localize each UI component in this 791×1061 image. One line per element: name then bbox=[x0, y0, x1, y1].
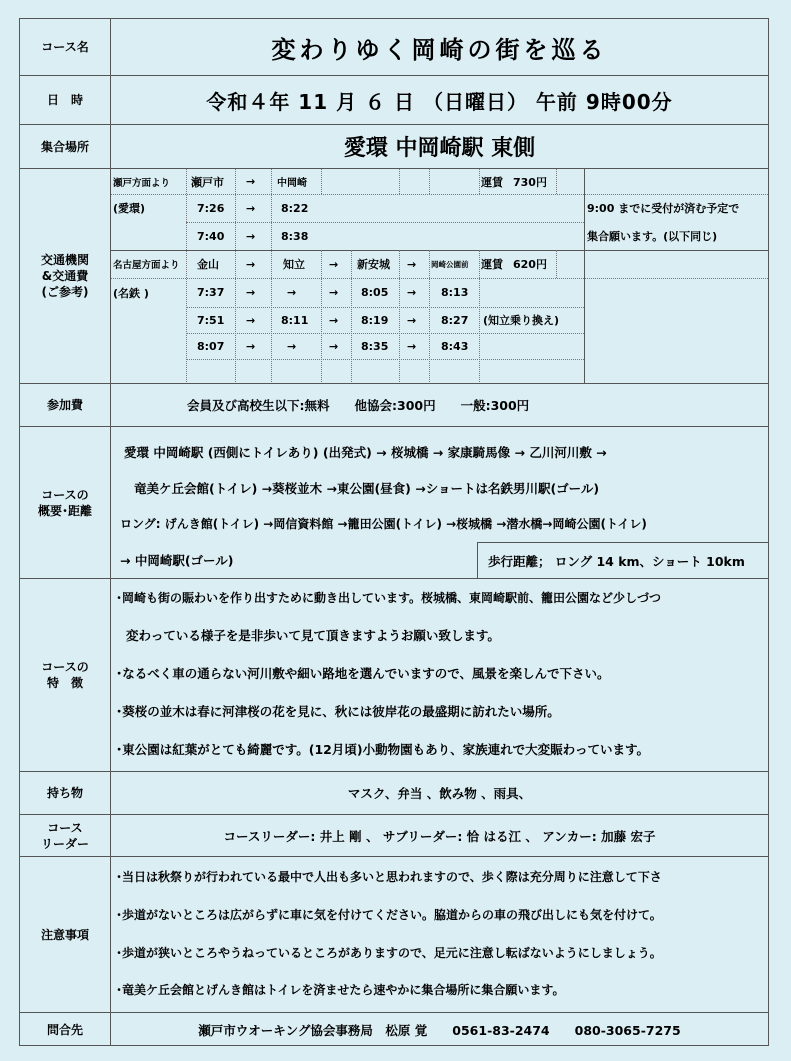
nagoya-time: 7:37 bbox=[197, 286, 225, 299]
nagoya-time: → bbox=[329, 339, 339, 353]
datetime-value: 令和４年 11 月 ６ 日 （日曜日） 午前 9時00分 bbox=[206, 89, 673, 114]
belongings-label: 持ち物 bbox=[20, 772, 111, 814]
belongings-row bbox=[20, 771, 768, 814]
leaders-label: コース リーダー bbox=[20, 815, 111, 856]
note-line: ･歩道がないところは広がらずに車に気を付けてください。脇道からの車の飛び出しにも気を付けて。 bbox=[116, 908, 662, 922]
feature-line: 変わっている様子を是非歩いて見て頂きますようお願い致します。 bbox=[126, 628, 500, 643]
nagoya-time: → bbox=[407, 313, 417, 327]
datetime-label: 日 時 bbox=[20, 76, 111, 124]
nagoya-time: → bbox=[246, 313, 256, 327]
reception-note-1: 9:00 までに受付が済む予定で bbox=[587, 202, 740, 215]
seto-time-2-arrow: → bbox=[246, 229, 256, 243]
station-nakaokazaki: 中岡崎 bbox=[277, 178, 307, 189]
nagoya-from-label: 名古屋方面より bbox=[113, 260, 180, 271]
seto-time-2-arr: 8:38 bbox=[281, 229, 309, 243]
nagoya-time: 8:11 bbox=[281, 313, 309, 327]
nagoya-time: → bbox=[246, 339, 256, 353]
overview-line: → 中岡崎駅(ゴール) bbox=[120, 553, 234, 568]
nagoya-fare-label: 運賃 bbox=[481, 258, 503, 271]
fee-value: 会員及び高校生以下:無料 他協会:300円 一般:300円 bbox=[187, 398, 530, 413]
note-line: ･当日は秋祭りが行われている最中で人出も多いと思われますので、歩く際は充分周りに注意して下さ bbox=[116, 870, 662, 884]
transport-label: 交通機関 &交通費 (ご参考) bbox=[20, 169, 111, 383]
seto-fare: 730円 bbox=[513, 175, 547, 189]
contact-value: 瀬戸市ウオーキング協会事務局 松原 覚 0561-83-2474 080-3065-7275 bbox=[198, 1022, 681, 1038]
transfer-note: (知立乗り換え) bbox=[483, 314, 560, 327]
nagoya-time: 8:43 bbox=[441, 339, 469, 353]
fee-label: 参加費 bbox=[20, 384, 111, 426]
contact-label: 問合先 bbox=[20, 1013, 111, 1046]
nagoya-line-label: (名鉄 ) bbox=[113, 286, 149, 300]
seto-fare-label: 運賃 bbox=[481, 175, 503, 189]
nagoya-time: 7:51 bbox=[197, 313, 225, 327]
overview-line: 愛環 中岡崎駅 (西側にトイレあり) (出発式) → 桜城橋 → 家康騎馬像 → 乙川河川敷 → bbox=[124, 445, 607, 460]
nagoya-time: → bbox=[329, 313, 339, 327]
course-name-row bbox=[20, 19, 768, 75]
datetime-row bbox=[20, 75, 768, 124]
arrow: → bbox=[407, 257, 417, 271]
features-label: コースの 特 徴 bbox=[20, 579, 111, 771]
overview-row bbox=[20, 426, 768, 578]
feature-line: ･東公園は紅葉がとても綺麗です。(12月頃)小動物園もあり、家族連れで大変賑わっています。 bbox=[116, 742, 649, 757]
nagoya-time: 8:35 bbox=[361, 339, 389, 353]
notes-label: 注意事項 bbox=[20, 857, 111, 1012]
reception-note-2: 集合願います。(以下同じ) bbox=[587, 230, 718, 243]
belongings-value: マスク、弁当 、飲み物 、雨具、 bbox=[347, 786, 532, 801]
leaders-row bbox=[20, 814, 768, 856]
nagoya-time: 8:27 bbox=[441, 313, 469, 327]
feature-line: ･葵桜の並木は春に河津桜の花を見に、秋には彼岸花の最盛期に訪れたい場所。 bbox=[116, 704, 560, 719]
meeting-place-value: 愛環 中岡崎駅 東側 bbox=[343, 136, 536, 161]
seto-time-1-arr: 8:22 bbox=[281, 201, 309, 215]
notes-row bbox=[20, 856, 768, 1012]
nagoya-time: → bbox=[407, 339, 417, 353]
arrow: → bbox=[246, 257, 256, 271]
station-shinanjo: 新安城 bbox=[357, 258, 390, 271]
nagoya-time: 8:05 bbox=[361, 286, 389, 299]
contact-row bbox=[20, 1012, 768, 1046]
note-line: ･竜美ケ丘会館とげんき館はトイレを済ませたら速やかに集合場所に集合願います。 bbox=[116, 983, 565, 997]
overview-label: コースの 概要･距離 bbox=[20, 427, 111, 578]
arrow: → bbox=[246, 175, 256, 188]
fee-row bbox=[20, 383, 768, 426]
feature-line: ･なるべく車の通らない河川敷や細い路地を選んでいますので、風景を楽しんで下さい。 bbox=[116, 666, 610, 681]
meeting-place-label: 集合場所 bbox=[20, 125, 111, 168]
seto-time-1-dep: 7:26 bbox=[197, 201, 225, 215]
station-okazaki-koen-mae: 岡崎公園前 bbox=[431, 259, 469, 269]
nagoya-time: 8:07 bbox=[197, 339, 225, 353]
station-seto: 瀬戸市 bbox=[191, 175, 224, 189]
transport-row bbox=[20, 168, 768, 383]
overview-line: 竜美ケ丘会館(トイレ) →葵桜並木 →東公園(昼食) →ショートは名鉄男川駅(ゴール) bbox=[134, 481, 600, 496]
nagoya-time: 8:19 bbox=[361, 313, 389, 327]
course-name: 変わりゆく岡崎の街を巡る bbox=[271, 35, 608, 64]
nagoya-fare: 620円 bbox=[513, 258, 547, 271]
nagoya-time: → bbox=[287, 286, 297, 299]
seto-line-label: (愛環) bbox=[113, 202, 146, 215]
walking-distance: 歩行距離； ロング 14 km、ショート 10km bbox=[477, 542, 768, 578]
overview-line: ロング: げんき館(トイレ) →岡信資料館 →籠田公園(トイレ) →桜城橋 →潜水橋→岡崎公園(トイレ) bbox=[120, 517, 647, 531]
nagoya-time: → bbox=[287, 339, 297, 353]
meeting-place-row bbox=[20, 124, 768, 168]
timetable bbox=[111, 169, 768, 383]
course-info-sheet bbox=[19, 18, 769, 1046]
station-chiryu: 知立 bbox=[283, 258, 305, 271]
feature-line: ･岡崎も街の賑わいを作り出すために動き出しています。桜城橋、東岡崎駅前、籠田公園など少しづつ bbox=[116, 591, 662, 605]
course-name-label: コース名 bbox=[20, 19, 111, 75]
station-kanayama: 金山 bbox=[197, 258, 219, 271]
nagoya-time: → bbox=[246, 286, 256, 299]
nagoya-time: → bbox=[407, 286, 417, 299]
nagoya-time: → bbox=[329, 286, 339, 299]
seto-time-1-arrow: → bbox=[246, 201, 256, 215]
seto-from-label: 瀬戸方面より bbox=[113, 177, 171, 189]
leaders-value: コースリーダー: 井上 剛 、 サブリーダー: 恰 はる江 、 アンカー: 加藤 宏子 bbox=[223, 828, 656, 844]
features-row bbox=[20, 578, 768, 771]
arrow: → bbox=[329, 257, 339, 271]
note-line: ･歩道が狭いところやうねっているところがありますので、足元に注意し転ばないようにしましょう。 bbox=[116, 946, 662, 960]
nagoya-time: 8:13 bbox=[441, 286, 469, 299]
seto-time-2-dep: 7:40 bbox=[197, 229, 225, 243]
